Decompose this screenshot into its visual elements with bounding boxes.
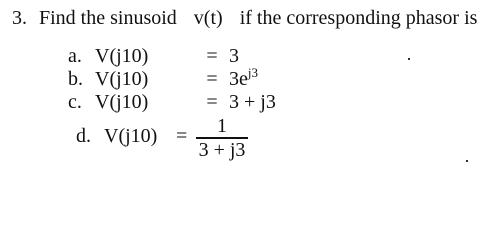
problem-number: 3. — [12, 7, 27, 29]
item-d-equals: = — [176, 125, 188, 147]
item-c-equals: = — [206, 91, 218, 113]
item-d-fraction — [196, 116, 248, 160]
item-d-denominator: 3 + j3 — [198, 138, 246, 161]
item-a-equals: = — [206, 45, 218, 67]
item-a-rhs: 3 — [229, 45, 239, 67]
item-c-lhs: V(j10) — [95, 91, 149, 113]
problem-statement — [12, 6, 477, 30]
scan-speck — [466, 160, 468, 162]
item-a-label: a. — [68, 45, 82, 67]
item-b-label: b. — [68, 68, 83, 90]
problem-text-before: Find the sinusoid — [39, 7, 177, 29]
item-c-label: c. — [68, 91, 82, 113]
item-a — [68, 45, 239, 67]
item-c — [68, 91, 276, 113]
item-c-rhs: 3 + j3 — [229, 91, 276, 113]
item-d-label: d. — [76, 125, 91, 147]
problem-text-after: if the corresponding phasor is — [239, 7, 478, 29]
problem-variable: v(t) — [193, 7, 223, 29]
item-d-numerator: 1 — [217, 115, 227, 137]
item-b-equals: = — [206, 68, 218, 90]
item-b-rhs: 3e — [229, 68, 248, 90]
item-b — [68, 65, 259, 92]
scan-speck — [408, 58, 410, 60]
item-d-lhs: V(j10) — [104, 125, 158, 147]
item-b-exponent: j3 — [247, 65, 259, 80]
item-a-lhs: V(j10) — [95, 45, 149, 67]
item-b-lhs: V(j10) — [95, 68, 149, 90]
